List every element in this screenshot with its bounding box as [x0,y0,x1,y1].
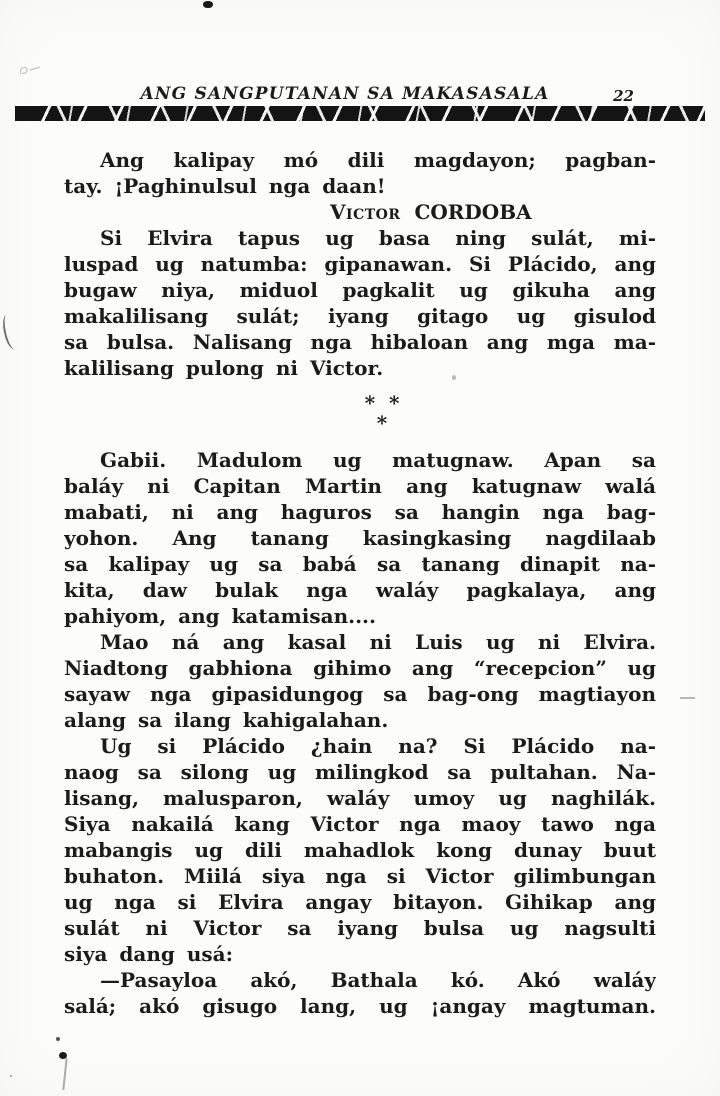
text-line: pahiyom, ang katamisan.... [64,604,376,628]
text-line: Niadtong gabhiona gihimo ang “recepcion” ug [64,656,656,680]
ink-scratch [62,1058,67,1090]
text-line: Siya nakailá kang Victor nga maoy tawo nga [64,812,656,836]
asterisk-row: * * [364,391,400,415]
page-number-label: 22 [613,87,634,105]
text-line: mabati, ni ang haguros sa hangin nga bag- [64,500,656,524]
text-line: Gabii. Madulom ug matugnaw. Apan sa [100,448,656,472]
text-line: kalilisang pulong ni Victor. [64,356,384,380]
text-line: ug nga si Elvira angay bitayon. Gihikap ang [64,890,656,914]
text-line: sulát ni Victor sa iyang bulsa ug nagsulti [64,916,656,940]
ink-speck [10,1075,12,1077]
text-line: sa kalipay ug sa babá sa tanang dinapit na- [64,552,656,576]
text-line: alang sa ilang kahigalahan. [64,708,389,732]
ornamental-band [15,106,705,121]
asterisk-row: * [376,411,388,435]
margin-mark [0,313,22,351]
text-line: kita, daw bulak nga waláy pagkalaya, ang [64,578,656,602]
text-line: siya dang usá: [64,942,233,966]
ink-speck [56,1037,60,1041]
text-line: sa bulsa. Nalisang nga hibaloan ang mga ma- [64,330,656,354]
text-line: lisang, malusparon, waláy umoy ug naghilák. [64,786,656,810]
text-line: tay. ¡Paghinulsul nga daan! [64,174,386,198]
text-line: mabangis ug dili mahadlok kong dunay buut [64,838,656,862]
pencil-squiggle [18,62,44,78]
text-line: makalilisang sulát; iyang gitago ug gisulod [64,304,656,328]
running-header-title: ANG SANGPUTANAN SA MAKASASALA [140,84,550,104]
margin-dash [680,697,695,699]
text-line: Ug si Plácido ¿hain na? Si Plácido na- [100,734,656,758]
text-line: salá; akó gisugo lang, ug ¡angay magtuman. [64,994,656,1018]
text-line: naog sa silong ug milingkod sa pultahan. Na- [64,760,656,784]
text-line: —Pasayloa akó, Bathala kó. Akó waláy [100,968,656,992]
signature-line [64,199,656,225]
ink-speck [452,375,456,380]
signature-surname: CORDOBA [414,200,532,224]
text-line: Si Elvira tapus ug basa ning sulát, mi- [100,226,656,250]
signature-first-name: Victor [330,200,401,224]
text-line: sayaw nga gipasidungog sa bag-ong magtiayon [64,682,656,706]
section-divider [64,381,656,447]
text-line: yohon. Ang tanang kasingkasing nagdilaab [64,526,656,550]
text-line: bugaw niya, miduol pagkalit ug gikuha ang [64,278,656,302]
text-line: luspad ug natumba: gipanawan. Si Plácido, ang [64,252,656,276]
text-line: Ang kalipay mó dili magdayon; pagban- [100,148,656,172]
text-line: buhaton. Miilá siya nga si Victor gilimbungan [64,864,656,888]
ink-speck [203,1,213,8]
text-line: baláy ni Capitan Martin ang katugnaw walá [64,474,656,498]
body-text [64,147,656,1019]
text-line: Mao ná ang kasal ni Luis ug ni Elvira. [100,630,656,654]
